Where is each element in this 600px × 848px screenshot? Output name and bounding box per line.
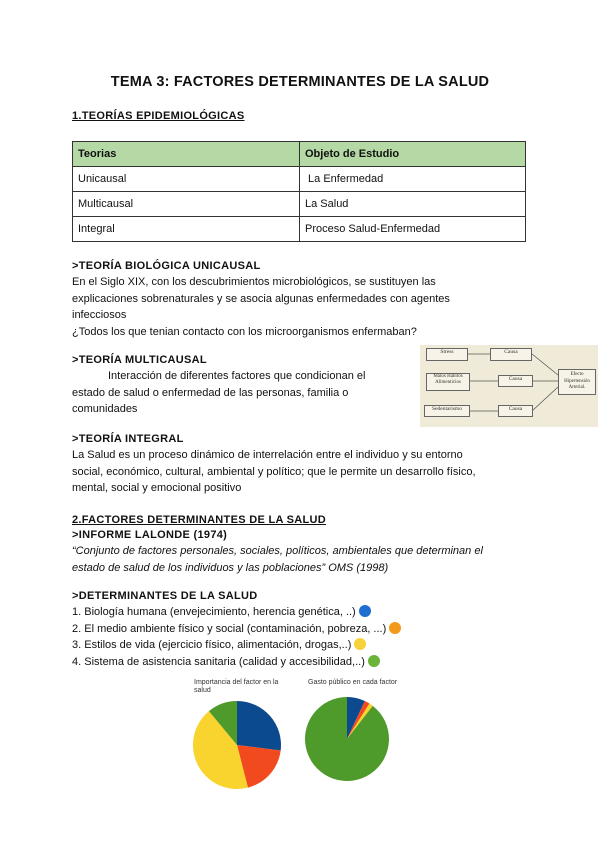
text-line: ¿Todos los que tenian contacto con los microorganismos enfermaban? [72, 325, 417, 338]
text-line: mental, social y emocional positivo [72, 482, 242, 494]
text-line: estado de salud o enfermedad de las personas, familia o [72, 386, 349, 399]
pie-1-title: Importancia del factor en la salud [194, 679, 279, 694]
text-line: infecciosos [72, 309, 127, 321]
determinant-label: 2. El medio ambiente físico y social (contaminación, pobreza, ...) [72, 622, 387, 635]
yellow-dot-icon [354, 638, 366, 650]
list-item [72, 604, 552, 621]
table-header-cell: Objeto de Estudio [300, 142, 526, 167]
biological-text [72, 274, 542, 340]
oms-quote [72, 543, 552, 576]
table-row [73, 217, 526, 242]
list-item [72, 654, 552, 671]
table-header-row [73, 142, 526, 167]
diagram-box-effect: Efecto Hipertensión Arterial. [558, 369, 596, 395]
text-line: La Salud es un proceso dinámico de interrelación entre el individuo y su entorno [72, 449, 463, 461]
blue-dot-icon [359, 605, 371, 617]
orange-dot-icon [389, 622, 401, 634]
determinants-heading: >DETERMINANTES DE LA SALUD [72, 590, 258, 602]
diagram-box-cause: Causa [498, 375, 533, 387]
theories-table [72, 141, 526, 242]
table-header-cell: Teorias [73, 142, 300, 167]
page-title: TEMA 3: FACTORES DETERMINANTES DE LA SALUD [110, 74, 490, 90]
table-cell: Multicausal [73, 192, 300, 217]
multicausal-text [72, 368, 412, 418]
pie-chart-importance [192, 700, 282, 790]
pie-slice [237, 701, 281, 751]
determinant-label: 3. Estilos de vida (ejercicio físico, alimentación, drogas,..) [72, 639, 352, 651]
biological-heading: >TEORÍA BIOLÓGICA UNICAUSAL [72, 260, 261, 272]
determinants-list [72, 604, 552, 670]
lalonde-heading: >INFORME LALONDE (1974) [72, 529, 228, 541]
pie-chart-spending [304, 696, 390, 782]
table-cell: Unicausal [73, 167, 300, 192]
diagram-box-stress: Stress [426, 348, 468, 361]
diagram-box-habits: Malos Hábitos Alimenticios [426, 373, 470, 391]
table-cell: Proceso Salud-Enfermedad [300, 217, 526, 242]
multicausal-diagram [420, 345, 598, 427]
integral-text [72, 447, 552, 497]
text-line: social, económico, cultural, ambiental y político; que le permite un desarrollo físico, [72, 465, 476, 478]
determinant-label: 1. Biología humana (envejecimiento, herencia genética, ..) [72, 606, 356, 618]
determinant-label: 4. Sistema de asistencia sanitaria (calidad y accesibilidad,..) [72, 655, 365, 668]
text-line: En el Siglo XIX, con los descubrimientos microbiológicos, se sustituyen las [72, 276, 436, 288]
section1-heading: 1.TEORÍAS EPIDEMIOLÓGICAS [72, 110, 245, 122]
table-cell: Integral [73, 217, 300, 242]
section2-heading: 2.FACTORES DETERMINANTES DE LA SALUD [72, 514, 327, 526]
green-dot-icon [368, 655, 380, 667]
table-cell: La Enfermedad [300, 167, 526, 192]
diagram-box-sedentary: Sedentarismo [424, 405, 470, 417]
table-row [73, 167, 526, 192]
list-item [72, 637, 552, 654]
text-line: Interacción de diferentes factores que condicionan el [108, 370, 366, 382]
text-line: explicaciones sobrenaturales y se asocia algunas enfermedades con agentes [72, 292, 450, 305]
text-line: comunidades [72, 403, 138, 415]
pie-slice [305, 697, 389, 781]
table-row [73, 192, 526, 217]
multicausal-heading: >TEORÍA MULTICAUSAL [72, 354, 207, 366]
diagram-box-cause: Causa [490, 348, 532, 361]
integral-heading: >TEORÍA INTEGRAL [72, 433, 184, 445]
text-line: estado de salud de los individuos y las poblaciones” OMS (1998) [72, 561, 389, 574]
text-line: “Conjunto de factores personales, sociales, políticos, ambientales que determinan el [72, 545, 483, 557]
pie-2-title: Gasto público en cada factor [308, 679, 398, 686]
table-cell: La Salud [300, 192, 526, 217]
diagram-box-cause: Causa [498, 405, 533, 417]
list-item [72, 621, 552, 638]
